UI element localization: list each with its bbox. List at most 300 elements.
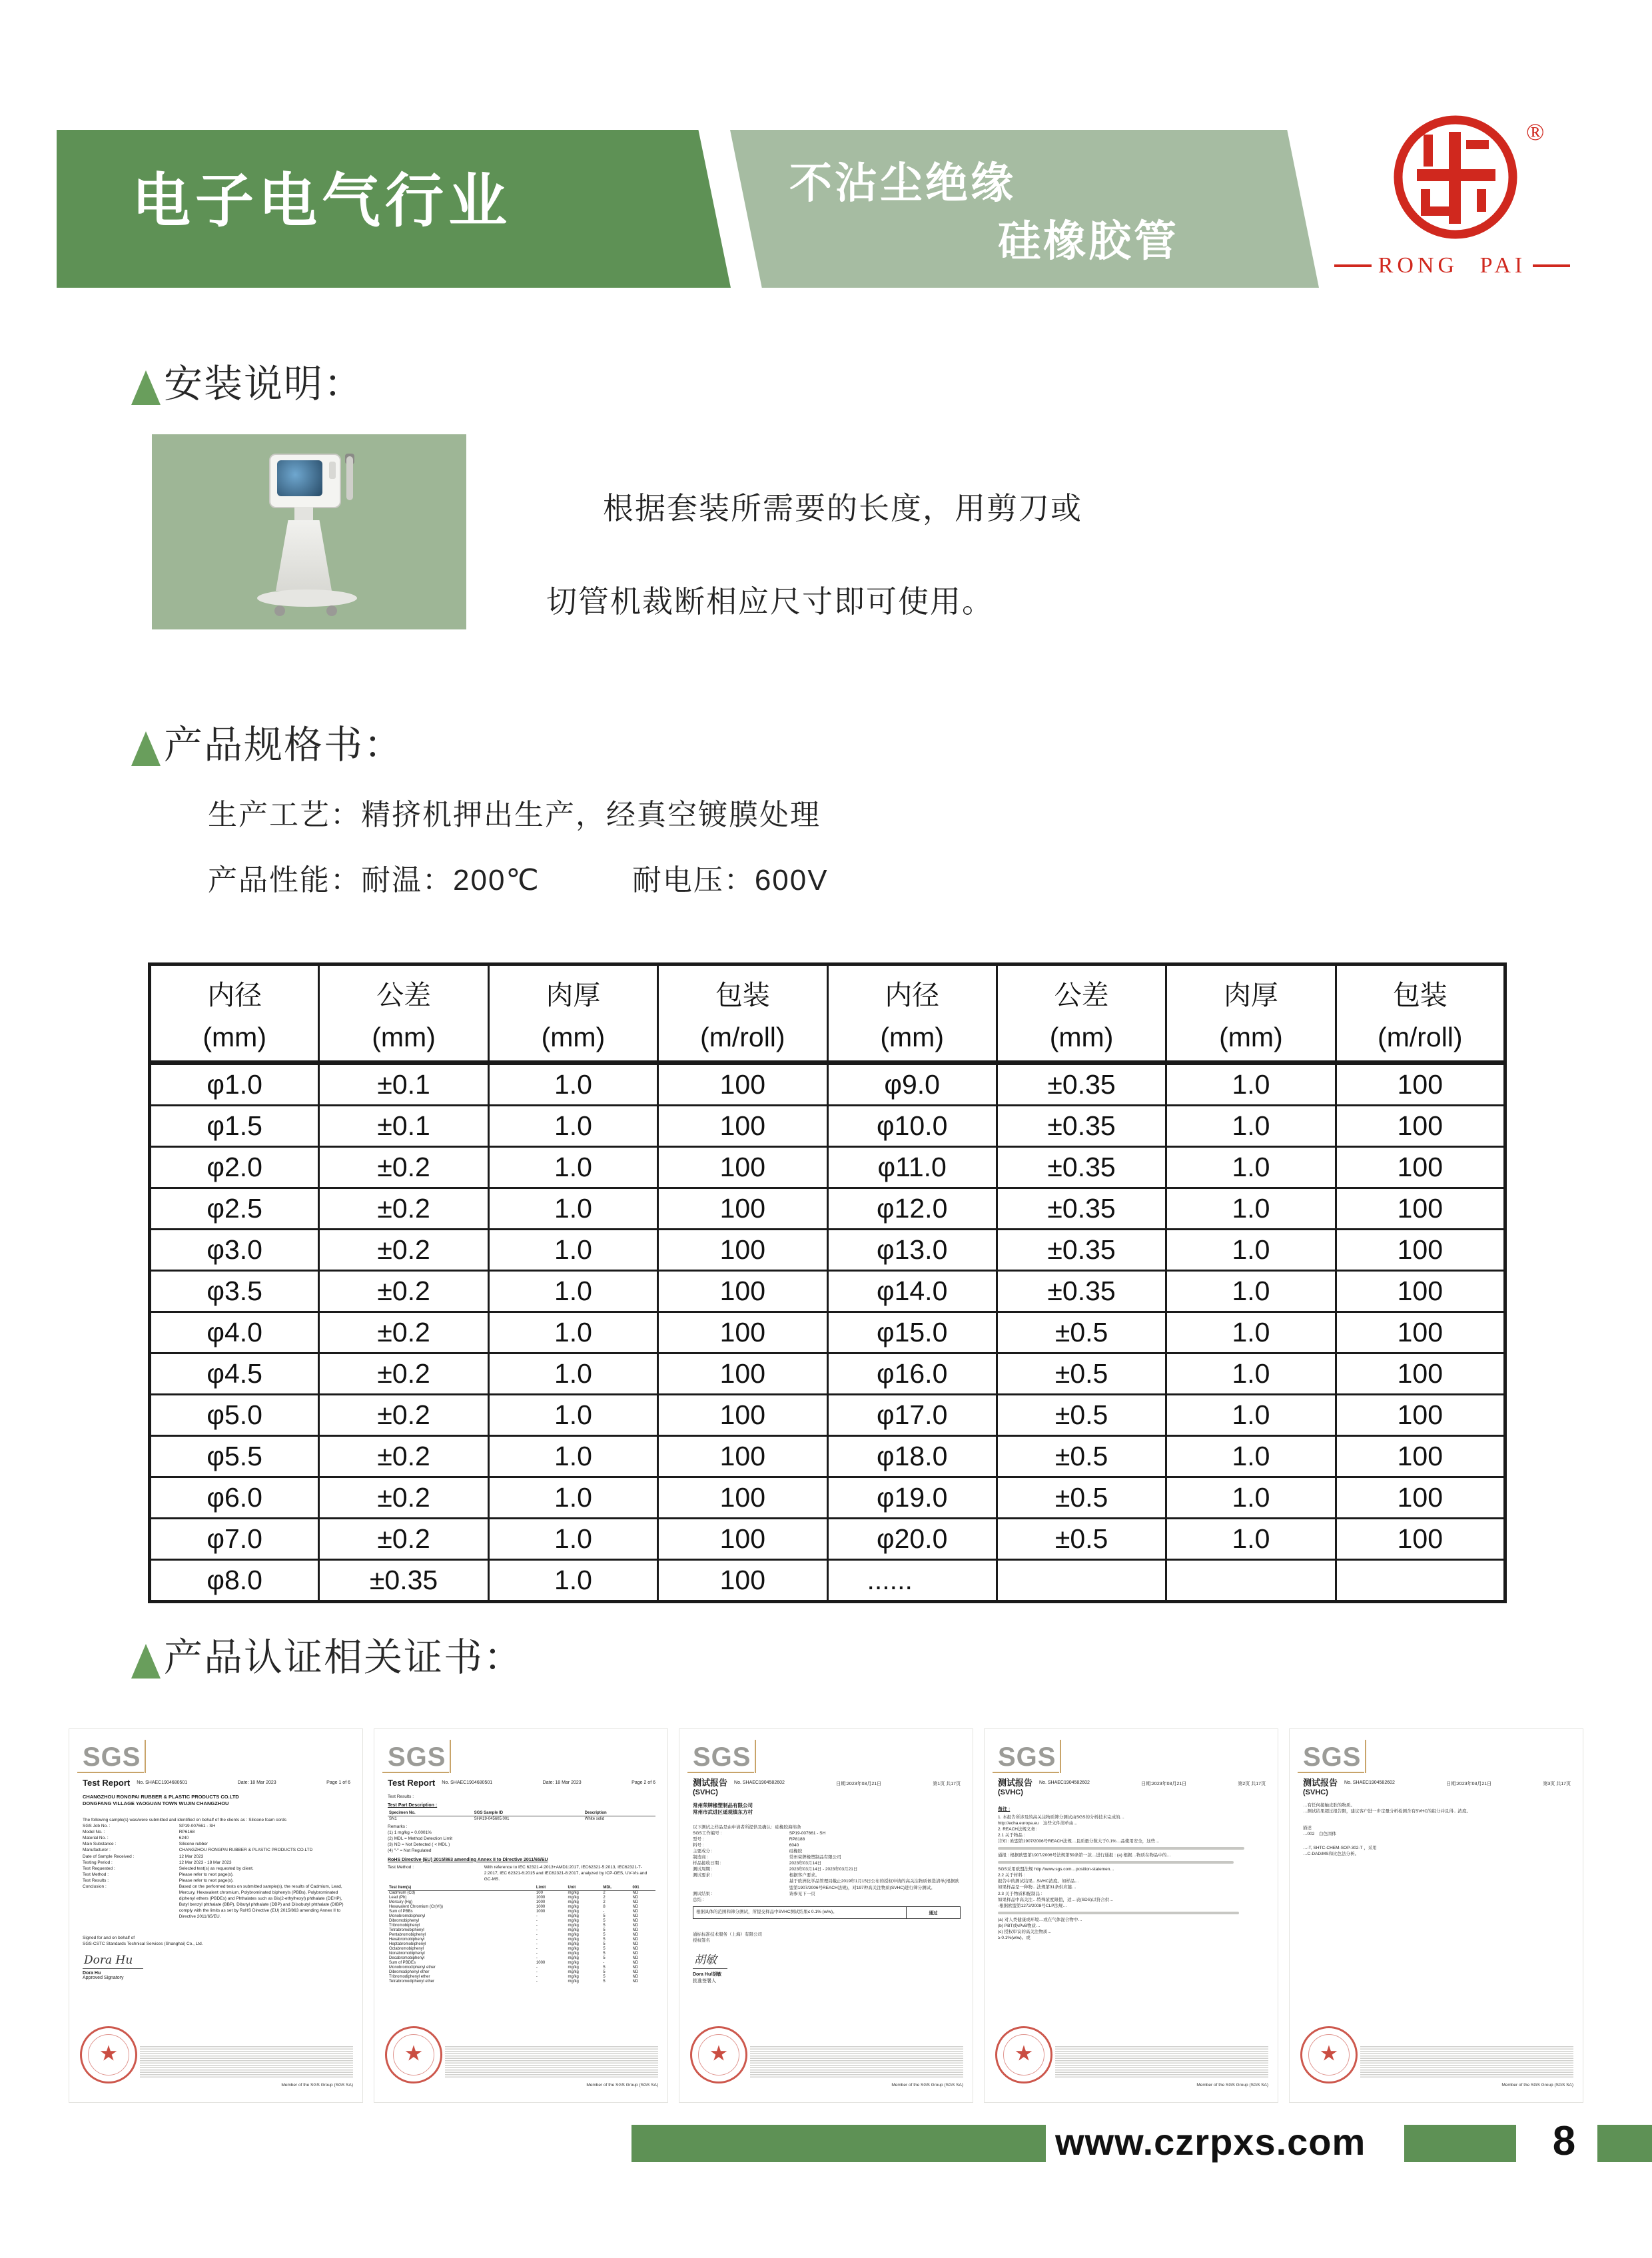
cert-table-cell: Dibromobiphenyl [389,1919,420,1924]
cert-field-value: Silicone rubber [179,1842,208,1847]
cert-meta-page: 第1页 共17页 [933,1782,961,1786]
footer-page-number: 8 [1552,2118,1576,2164]
cert-field-value: RP6168 [179,1830,195,1835]
spec-column-header [488,964,657,1063]
cert-table-cell: 1000 [536,1961,546,1966]
spec-cell: 1.0 [488,1395,657,1436]
cert-table-header: Specimen No. [388,1810,473,1816]
spec-cell: φ13.0 [827,1230,997,1271]
cert-table-cell: - [536,1919,538,1924]
cert-table-cell: Octabromobiphenyl [389,1947,424,1952]
spec-cell: φ1.0 [150,1063,319,1106]
industry-title: 电子电气行业 [132,168,512,234]
spec-cell: ...... [827,1560,997,1602]
spec-cell [997,1560,1166,1602]
cert-table-cell: - [536,1942,538,1947]
cert-field-value: Please refer to next page(s). [179,1878,234,1883]
cert-text-line: 常州荣牌橡塑制品有限公司 [693,1802,753,1808]
product-title-line2: 硅橡胶管 [998,217,1179,265]
cert-table-cell: Pentabromobiphenyl [389,1933,426,1938]
spec-cell: ±0.2 [319,1312,488,1353]
cert-table-cell: 2 [603,1891,606,1896]
cert-table-cell: 5 [603,1938,606,1942]
cert-field-row [83,1884,350,1920]
device-illustration [236,454,382,621]
cert-title: Test Report [83,1778,131,1788]
cert-table-row [388,1896,655,1900]
spec-cell: ±0.5 [997,1395,1166,1436]
spec-table-row [150,1106,1505,1147]
signer-name: Dora Hu [83,1970,101,1976]
cert-footer-smallprint [1055,2045,1268,2078]
spec-column-header [150,964,319,1063]
cert-table-cell: mg/kg [568,1914,579,1919]
cert-table-cell: Lead (Pb) [389,1896,407,1900]
cert-field-label [693,1878,789,1890]
cert-meta [442,1778,655,1785]
cert-text-line: 通报 : 根据欧盟第1907/2006号法规第59条第一款…进行通报 : (a) 根据…物质在物品中的… [998,1853,1172,1858]
cert-table-cell: mg/kg [568,1961,579,1966]
spec-cell: 100 [1336,1477,1505,1519]
cert-field-label: Test Requested : [83,1866,115,1871]
cert-title: Test Report [388,1778,436,1788]
spec-cell: ±0.5 [997,1519,1166,1560]
spec-cell: φ3.0 [150,1230,319,1271]
spec-cell: 100 [1336,1106,1505,1147]
footer-website-link[interactable]: www.czrpxs.com [1055,2121,1366,2163]
cert-table-cell: mg/kg [568,1905,579,1910]
cert-field-row [83,1841,350,1847]
illegible-text-line [998,1912,1239,1914]
cert-field-label: Test Results : [83,1878,109,1883]
spec-cell: 100 [658,1519,827,1560]
cert-table-cell: ND [632,1933,639,1938]
cert-field-value: 硅橡胶 [789,1848,803,1854]
spec-cell: ±0.35 [997,1188,1166,1230]
cert-table-cell: ND [632,1942,639,1947]
spacer [83,1808,350,1817]
cert-text-line: 2.1 关于物品 : [998,1832,1025,1838]
cert-table-cell: Decabromobiphenyl [389,1956,425,1961]
spec-cell: ±0.5 [997,1436,1166,1477]
spec-table-head [150,964,1505,1063]
cert-field-value: 2023年03月14日 [789,1861,822,1866]
cert-table-row [388,1952,655,1956]
product-photo [152,434,466,629]
cert-text-line: 2. REACH法规义务 : [998,1826,1038,1832]
spec-cell: ±0.5 [997,1477,1166,1519]
spec-column-title: 包装 [715,980,770,1010]
cert-field-value: SP19-007661 - SH [179,1824,216,1829]
cert-table-cell: mg/kg [568,1919,579,1924]
cert-field-label: Material No. : [83,1836,109,1841]
spec-cell: φ9.0 [827,1063,997,1106]
spec-column-header [997,964,1166,1063]
cert-table-cell: Heptabromobiphenyl [389,1942,426,1947]
spec-cell: ±0.1 [319,1063,488,1106]
spec-cell: 1.0 [1166,1312,1336,1353]
spec-cell: 1.0 [488,1477,657,1519]
cert-text-line: 备注 : [998,1806,1011,1812]
cert-table-cell: 5 [603,1966,606,1970]
device-wheel [326,605,337,616]
cert-table-cell: Sum of PBBs [389,1910,413,1914]
cert-table-cell: ND [632,1896,639,1900]
spec-cell [1336,1560,1505,1602]
cert-text-line: Test Results : [388,1794,414,1799]
signature-script: Dora Hu [83,1954,143,1969]
spec-cell: φ11.0 [827,1147,997,1188]
spec-cell: 1.0 [488,1519,657,1560]
cert-title: 测试报告 (SVHC) [1303,1778,1338,1796]
spec-cell: 1.0 [488,1353,657,1395]
spec-column-title: 肉厚 [546,980,601,1010]
cert-text-line: 授权签名 [693,1938,710,1943]
spec-column-unit: (mm) [880,1022,944,1052]
cert-table-cell: ND [632,1952,639,1956]
spec-column-title: 内径 [885,980,940,1010]
spec-cell: 100 [658,1271,827,1312]
spec-cell: 100 [658,1312,827,1353]
cert-meta [137,1778,350,1785]
cert-text-line: …C-DAD/MS和比色法分析。 [1303,1852,1360,1857]
section-triangle-icon [131,731,161,766]
spec-cell: φ6.0 [150,1477,319,1519]
illegible-text-line [998,1861,1234,1864]
product-title-line1: 不沾尘绝缘 [789,159,1016,207]
cert-table-cell: mg/kg [568,1952,579,1956]
spec-table-row [150,1477,1505,1519]
spec-cell: 1.0 [1166,1395,1336,1436]
cert-table-cell: - [536,1980,538,1984]
cert-meta-date: 日期:2023年03月21日 [1141,1782,1187,1786]
spec-cell: 100 [1336,1395,1505,1436]
spec-cell: 1.0 [1166,1147,1336,1188]
cert-table-header-row [388,1810,655,1816]
cert-table-cell: Mercury (Hg) [389,1900,413,1905]
cert-text-line: Remarks : [388,1824,408,1830]
cert-table-cell: mg/kg [568,1891,579,1896]
cert-table-cell: mg/kg [568,1975,579,1980]
install-paragraph-line1: 根据套装所需要的长度，用剪刀或 [603,491,1082,526]
cert-text-line: RoHS Directive (EU) 2015/863 amending Annex II to Directive 2011/65/EU [388,1857,548,1862]
cert-text-line: CHANGZHOU RONGPAI RUBBER & PLASTIC PRODUCTS CO.LTD [83,1793,239,1800]
cert-table-row [388,1980,655,1984]
cert-text-line: 2.2 关于材料 : [998,1873,1025,1878]
device-body [276,520,332,591]
cert-table-cell: Tribromodiphenyl ether [389,1975,430,1980]
cert-header [388,1778,655,1788]
spec-cell: 100 [1336,1312,1505,1353]
cert-meta-date: Date: 18 Mar 2023 [542,1780,582,1785]
cert-text-line: 常州市武进区遥观镇东方村 [693,1809,753,1816]
spec-table-row [150,1395,1505,1436]
spec-column-unit: (m/roll) [1378,1022,1463,1052]
spec-column-unit: (mm) [541,1022,606,1052]
cert-field-value: 常州荣牌橡塑制品有限公司 [789,1855,841,1860]
cert-table-cell: SN1 [389,1816,397,1821]
cert-table-cell: 1000 [536,1896,546,1900]
spec-cell: φ20.0 [827,1519,997,1560]
spec-cell: 100 [1336,1188,1505,1230]
illegible-text-line [998,1847,1244,1850]
cert-table-cell: 1000 [536,1900,546,1905]
cert-table-cell: mg/kg [568,1896,579,1900]
cert-field-label: 料号 : [693,1842,704,1848]
cert-table-row [388,1947,655,1952]
cert-field-label: Test Method : [388,1864,414,1870]
cert-field-label: Date of Sample Received : [83,1854,135,1859]
cert-text-line: 描述 [1303,1825,1312,1830]
spec-column-unit: (m/roll) [700,1022,785,1052]
cert-member-line: Member of the SGS Group (SGS SA) [1196,2083,1268,2087]
cert-member-line: Member of the SGS Group (SGS SA) [891,2083,963,2087]
spec-table-row [150,1312,1505,1353]
spec-cell: ±0.2 [319,1188,488,1230]
cert-field-value: Based on the performed tests on submitted sample(s), the results of Cadmium, Lead, Mercury, Hexavalent chromium, Polybrominated biphenyls (PBBs), Polybrominated diphenyl ethers (PBDEs) and Phthalates such as Bis(2-ethylhexyl) phthalate (DEHP), Butyl benzyl phthalate (BBP), Dibutyl phthalate (DBP) and Diisobutyl phthalate (DIBP) comply with the limits as set by RoHS Directive (EU) 2015/863 amending Annex II to Directive 2011/65/EU. [179,1884,344,1920]
cert-meta [1039,1778,1266,1787]
device-base [257,589,357,607]
cert-table-cell: Cadmium (Cd) [389,1891,416,1896]
cert-table-cell: ND [632,1961,639,1966]
cert-table-cell: ND [632,1970,639,1975]
cert-table-cell: mg/kg [568,1980,579,1984]
install-paragraph-line2: 切管机裁断相应尺寸即可使用。 [546,584,994,619]
cert-table-cell: mg/kg [568,1942,579,1947]
spec-cell: 100 [658,1230,827,1271]
cert-table-cell: mg/kg [568,1970,579,1975]
cert-table-cell: ND [632,1938,639,1942]
cert-text-line: …有任何接触皮肤的物质。 [1303,1802,1355,1808]
cert-table-cell: 5 [603,1942,606,1947]
cert-table-cell: SHA19-045605.001 [474,1816,510,1821]
spec-column-unit: (mm) [203,1022,266,1052]
cert-member-line: Member of the SGS Group (SGS SA) [586,2083,658,2087]
cert-meta-no: No. SHAEC1904680501 [137,1780,188,1785]
cert-field-label: Testing Period : [83,1860,113,1865]
cert-table-cell: ND [632,1980,639,1984]
cert-table-cell: Tetrabromodiphenyl ether [389,1980,435,1984]
cert-table-header: Test Item(s) [388,1885,535,1891]
brand-wordmark [1322,253,1582,278]
cert-table-row [388,1816,655,1822]
cert-member-line: Member of the SGS Group (SGS SA) [281,2083,353,2087]
cert-meta [734,1778,961,1787]
spec-process-line: 生产工艺：精挤机押出生产，经真空镀膜处理 [208,799,821,831]
cert-field-label: 型号 : [693,1836,704,1842]
cert-field-row [693,1878,961,1890]
spec-cell: 100 [658,1560,827,1602]
cert-field-row [83,1866,350,1872]
cert-text-line: DONGFANG VILLAGE YAOGUAN TOWN WUJIN CHANGZHOU [83,1800,229,1807]
spec-cell: 100 [1336,1519,1505,1560]
cert-table-cell: 5 [603,1952,606,1956]
spec-cell: ±0.35 [997,1147,1166,1188]
cert-body [998,1802,1266,2040]
cert-text-line: …002 白色固体 [1303,1831,1336,1836]
spec-cell [1166,1560,1336,1602]
spec-cell: 1.0 [488,1312,657,1353]
cert-field-value: With reference to IEC 62321-4:2013+AMD1:2017, IEC62321-5:2013, IEC62321-7-2:2017, IEC 62321-6:2015 and IEC62321-8:2017, analyzed by ICP-OES, UV-Vis and GC-MS. [484,1864,647,1882]
cert-table-cell: ND [632,1900,639,1905]
cert-header [83,1778,350,1788]
spec-cell: 100 [658,1106,827,1147]
cert-body [693,1802,961,2040]
spec-cell: φ15.0 [827,1312,997,1353]
spec-cell: 1.0 [1166,1271,1336,1312]
cert-table-cell: - [603,1910,605,1914]
spec-cell: 100 [658,1063,827,1106]
spec-cell: 100 [1336,1353,1505,1395]
cert-summary-text: 根据具体的范围和筛分测试，所提交样品中SVHC测试结果≤ 0.1% (w/w)。 [696,1909,837,1914]
cert-table-cell: mg/kg [568,1910,579,1914]
cert-meta-page: 第2页 共17页 [1238,1782,1266,1786]
signer-name: Dora Hu/胡敏 [693,1972,722,1977]
cert-meta-page: Page 2 of 6 [631,1780,655,1785]
cert-table-cell: ND [632,1914,639,1919]
cert-body [1303,1802,1571,2040]
cert-result-table [388,1810,655,1821]
cert-table-cell: ND [632,1910,639,1914]
certificate-thumbnail [679,1729,973,2102]
cert-table-cell: mg/kg [568,1900,579,1905]
spacer [693,1922,961,1932]
cert-result-table [388,1885,655,1984]
cert-subtitle: (SVHC) [1303,1788,1328,1796]
cert-meta-page: 第3页 共17页 [1543,1782,1571,1786]
cert-table-cell: mg/kg [568,1933,579,1938]
spec-cell: φ4.5 [150,1353,319,1395]
cert-table-cell: 5 [603,1980,606,1984]
cert-table-row [388,1900,655,1905]
signer-role: 批准签署人 [693,1978,716,1984]
spec-table-row [150,1063,1505,1106]
registered-mark: ® [1526,119,1545,145]
cert-table-row [388,1933,655,1938]
spec-column-header [1166,964,1336,1063]
cert-table-cell: mg/kg [568,1928,579,1933]
cert-table-row [388,1910,655,1914]
cert-field-label: 制造商 : [693,1855,709,1860]
cert-table-cell: - [536,1970,538,1975]
cert-table-header: SGS Sample ID [473,1810,584,1816]
spec-column-title: 公差 [1054,980,1109,1010]
certification-stamp-icon [1300,2026,1358,2083]
cert-table-cell: ND [632,1966,639,1970]
spec-cell: 1.0 [488,1436,657,1477]
cert-text-line: http://echa.europa.eu 这些文件清单由… [998,1820,1078,1826]
cert-field-label: Main Substance : [83,1842,117,1847]
cert-text-line: …测试结果超过报告限，建议客户进一步定量分析检测含有SVHC的组分并且得…浓度。 [1303,1808,1471,1814]
cert-table-header: MDL [602,1885,631,1891]
spec-cell: φ5.0 [150,1395,319,1436]
spec-cell: 1.0 [1166,1436,1336,1477]
spec-column-title: 公差 [376,980,432,1010]
cert-field-row [83,1878,350,1884]
spec-cell: φ2.5 [150,1188,319,1230]
cert-text-line: 总结 : [693,1897,704,1902]
cert-text-line: SGS采用欧盟法规 http://www.sgs.com…position-statemen… [998,1867,1114,1872]
cert-table-cell: Monobromodiphenyl ether [389,1966,436,1970]
cert-field-label: 测试要求 : [693,1873,713,1878]
cert-table-row [388,1890,655,1896]
cert-field-row [83,1847,350,1853]
cert-table-cell: Monobromobiphenyl [389,1914,426,1919]
cert-table-cell: 5 [603,1928,606,1933]
spec-cell: φ4.0 [150,1312,319,1353]
cert-table-row [388,1975,655,1980]
spec-cell: 1.0 [1166,1063,1336,1106]
signature-script: 胡敏 [693,1950,727,1969]
cert-field-value: 6040 [789,1842,799,1848]
spec-column-unit: (mm) [1049,1022,1114,1052]
cert-table-header-row [388,1885,655,1891]
sgs-logo: SGS [1303,1744,1366,1770]
cert-meta-page: Page 1 of 6 [326,1780,350,1785]
cert-table-row [388,1919,655,1924]
cert-table-cell: mg/kg [568,1966,579,1970]
spec-cell: 1.0 [488,1188,657,1230]
cert-table-row [388,1961,655,1966]
spec-column-header [1336,964,1505,1063]
cert-table-cell: ND [632,1924,639,1928]
spec-cell: φ1.5 [150,1106,319,1147]
spec-cell: φ14.0 [827,1271,997,1312]
cert-field-value: 2023年03月14日 - 2023年03月21日 [789,1867,858,1872]
cert-table-row [388,1970,655,1975]
cert-table-cell: White solid [584,1816,605,1821]
rongpai-emblem-icon [1322,105,1582,252]
cert-field-row [693,1860,961,1866]
spec-cell: φ12.0 [827,1188,997,1230]
spec-cell: 1.0 [488,1147,657,1188]
cert-table-row [388,1928,655,1933]
cert-subtitle: (SVHC) [693,1788,718,1796]
cert-field-value: 请参见下一页 [789,1891,815,1896]
certificates-row [69,1729,1583,2102]
cert-table-cell: 2 [603,1900,606,1905]
certificate-thumbnail [69,1729,362,2102]
spec-cell: 1.0 [488,1271,657,1312]
cert-table-header: Unit [567,1885,602,1891]
spec-cell: ±0.35 [997,1230,1166,1271]
certification-stamp-icon [995,2026,1052,2083]
spec-performance-line: 产品性能：耐温：200℃ 耐电压：600V [208,864,829,897]
cert-table-row [388,1914,655,1919]
cert-field-row [693,1854,961,1860]
spec-table [148,962,1507,1603]
spec-table-row [150,1560,1505,1602]
cert-table-cell: 5 [603,1919,606,1924]
spec-cell: 1.0 [488,1063,657,1106]
cert-field-row [83,1835,350,1841]
spec-cell: ±0.35 [319,1560,488,1602]
cert-section-title: 产品认证相关证书： [164,1636,524,1679]
cert-table-cell: - [536,1933,538,1938]
spec-column-unit: (mm) [1219,1022,1283,1052]
spec-table-row [150,1271,1505,1312]
cert-field-label: Manufacturer : [83,1848,111,1853]
spec-cell: 100 [1336,1063,1505,1106]
section-triangle-icon [131,370,161,405]
sgs-logo: SGS [388,1744,451,1770]
cert-text-line: 如果样品是一种物…法规第31条供应链… [998,1885,1076,1890]
cert-table-cell: - [536,1947,538,1952]
cert-footer-smallprint [445,2045,658,2078]
cert-field-label: SGS Job No. : [83,1824,111,1829]
spec-cell: ±0.35 [997,1063,1166,1106]
cert-field-row [83,1829,350,1835]
